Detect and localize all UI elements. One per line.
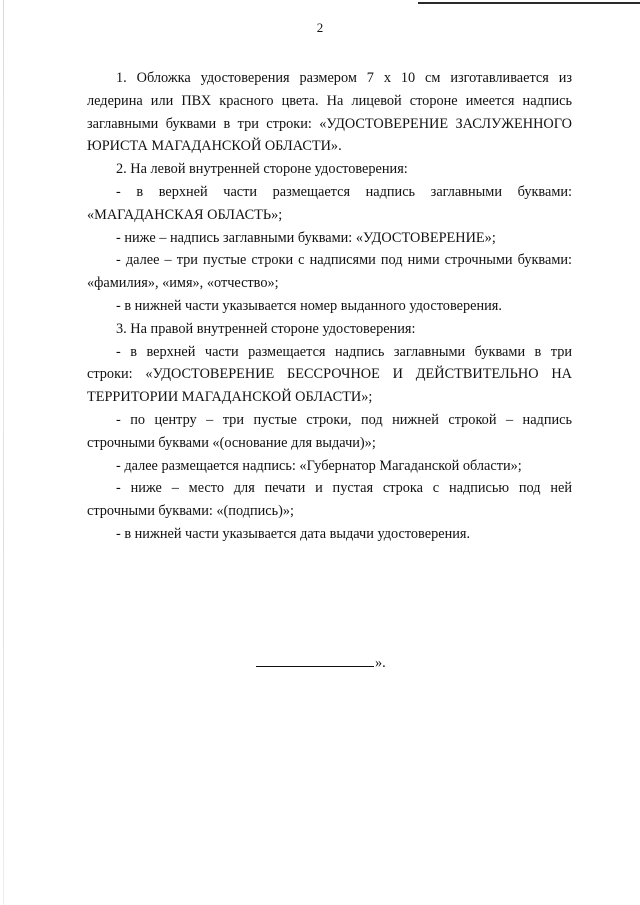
text-line: строчными буквами: «(подпись)»;	[87, 503, 295, 520]
text-line: 3. На правой внутренней стороне удостоверения:	[116, 320, 416, 337]
text-line: - далее – три пустые строки с надписями под ними строчными буквами:	[116, 252, 572, 269]
text-line: «фамилия», «имя», «отчество»;	[87, 275, 279, 292]
scan-edge-top	[418, 2, 640, 4]
text-line: 2. На левой внутренней стороне удостоверения:	[116, 161, 408, 178]
text-line: - ниже – надпись заглавными буквами: «УДОСТОВЕРЕНИЕ»;	[116, 229, 496, 246]
text-line: - в нижней части указывается номер выданного удостоверения.	[116, 297, 502, 314]
text-line: строки: «УДОСТОВЕРЕНИЕ БЕССРОЧНОЕ И ДЕЙСТВИТЕЛЬНО НА	[87, 366, 572, 383]
text-line: - в верхней части размещается надпись заглавными буквами в три	[116, 343, 572, 360]
paragraph	[87, 341, 572, 409]
paragraph	[87, 455, 572, 478]
paragraph	[87, 67, 572, 158]
closing-mark: ».	[375, 655, 386, 671]
paragraph	[87, 158, 572, 181]
paragraph	[87, 477, 572, 523]
text-line: ТЕРРИТОРИИ МАГАДАНСКОЙ ОБЛАСТИ»;	[87, 389, 373, 406]
text-line: заглавными буквами в три строки: «УДОСТОВЕРЕНИЕ ЗАСЛУЖЕННОГО	[87, 115, 572, 132]
paragraph	[87, 409, 572, 455]
text-line: - в нижней части указывается дата выдачи удостоверения.	[116, 525, 471, 542]
text-line: - далее размещается надпись: «Губернатор Магаданской области»;	[116, 457, 522, 474]
text-line: - ниже – место для печати и пустая строка с надписью под ней	[116, 480, 572, 497]
blank-rule	[256, 652, 374, 667]
closing-line	[256, 652, 386, 672]
text-line: ледерина или ПВХ красного цвета. На лицевой стороне имеется надпись	[87, 92, 572, 109]
document-body	[87, 67, 572, 546]
paragraph	[87, 181, 572, 227]
text-line: ЮРИСТА МАГАДАНСКОЙ ОБЛАСТИ».	[87, 138, 342, 155]
text-line: 1. Обложка удостоверения размером 7 x 10 см изготавливается из	[116, 70, 572, 86]
paragraph	[87, 249, 572, 295]
text-line: строчными буквами «(основание для выдачи)»;	[87, 434, 376, 451]
paragraph	[87, 227, 572, 250]
text-line: - по центру – три пустые строки, под нижней строкой – надпись	[116, 411, 572, 428]
page-number: 2	[316, 20, 324, 35]
paragraph	[87, 523, 572, 546]
paragraph	[87, 318, 572, 341]
text-line: «МАГАДАНСКАЯ ОБЛАСТЬ»;	[87, 206, 283, 223]
scan-edge-left	[3, 0, 4, 905]
paragraph	[87, 295, 572, 318]
text-line: - в верхней части размещается надпись заглавными буквами:	[116, 183, 572, 200]
